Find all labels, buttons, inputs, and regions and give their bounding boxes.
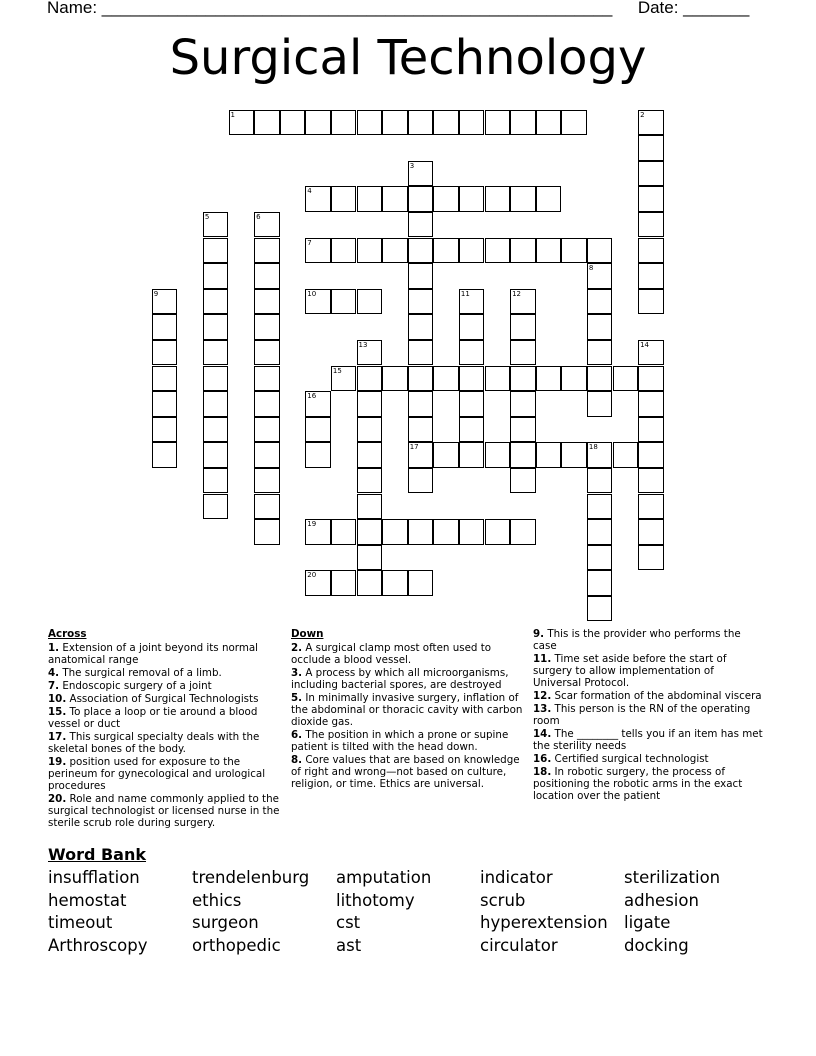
crossword-cell[interactable] bbox=[305, 186, 331, 212]
crossword-cell[interactable] bbox=[305, 289, 331, 315]
name-label: Name: ______________________________________________________ bbox=[47, 0, 613, 17]
page-title: Surgical Technology bbox=[169, 30, 647, 86]
clue-num: 4. bbox=[48, 667, 60, 679]
crossword-cell[interactable] bbox=[587, 545, 613, 571]
crossword-cell[interactable] bbox=[382, 519, 408, 545]
word-bank-item: scrub bbox=[480, 890, 526, 910]
crossword-cell[interactable] bbox=[357, 570, 383, 596]
crossword-cell[interactable] bbox=[408, 442, 434, 468]
crossword-cell[interactable] bbox=[561, 238, 587, 264]
crossword-cell[interactable] bbox=[357, 340, 383, 366]
crossword-cell[interactable] bbox=[561, 366, 587, 392]
clue-number: 7 bbox=[307, 238, 312, 247]
crossword-cell[interactable] bbox=[203, 417, 229, 443]
clue-text: In minimally invasive surgery, inflation of the abdominal or thoracic cavity with carbon dioxide gas. bbox=[291, 692, 523, 728]
crossword-cell[interactable] bbox=[587, 263, 613, 289]
clue-text: The surgical removal of a limb. bbox=[59, 667, 222, 679]
crossword-cell[interactable] bbox=[357, 186, 383, 212]
crossword-cell[interactable] bbox=[510, 289, 536, 315]
crossword-cell[interactable] bbox=[408, 186, 434, 212]
clue bbox=[48, 667, 280, 679]
crossword-cell[interactable] bbox=[433, 366, 459, 392]
word-bank bbox=[48, 868, 768, 956]
crossword-cell[interactable] bbox=[408, 340, 434, 366]
crossword-cell[interactable] bbox=[331, 110, 357, 136]
clue-number: 12 bbox=[512, 289, 522, 298]
clue bbox=[48, 756, 280, 792]
crossword-cell[interactable] bbox=[357, 494, 383, 520]
clue bbox=[533, 690, 765, 702]
crossword-cell[interactable] bbox=[433, 442, 459, 468]
crossword-cell[interactable] bbox=[587, 340, 613, 366]
crossword-cell[interactable] bbox=[203, 442, 229, 468]
crossword-cell[interactable] bbox=[203, 494, 229, 520]
crossword-cell[interactable] bbox=[459, 110, 485, 136]
crossword-cell[interactable] bbox=[331, 570, 357, 596]
clue-num: 15. bbox=[48, 706, 67, 718]
crossword-cell[interactable] bbox=[638, 161, 664, 187]
word-bank-item: ligate bbox=[624, 913, 671, 933]
crossword-cell[interactable] bbox=[536, 238, 562, 264]
clue-num: 16. bbox=[533, 753, 552, 765]
crossword-cell[interactable] bbox=[638, 135, 664, 161]
clue-text: This is the provider who performs the case bbox=[533, 628, 741, 652]
crossword-cell[interactable] bbox=[408, 366, 434, 392]
clue-text: Certified surgical technologist bbox=[551, 753, 709, 765]
clue bbox=[533, 766, 765, 802]
crossword-cell[interactable] bbox=[203, 289, 229, 315]
crossword-cell[interactable] bbox=[254, 212, 280, 238]
clue bbox=[48, 642, 280, 666]
crossword-cell[interactable] bbox=[357, 468, 383, 494]
crossword-cell[interactable] bbox=[203, 391, 229, 417]
crossword-cell[interactable] bbox=[382, 238, 408, 264]
crossword-cell[interactable] bbox=[510, 468, 536, 494]
crossword-cell[interactable] bbox=[638, 212, 664, 238]
crossword-cell[interactable] bbox=[203, 340, 229, 366]
clue bbox=[48, 731, 280, 755]
crossword-cell[interactable] bbox=[587, 391, 613, 417]
crossword-cell[interactable] bbox=[485, 110, 511, 136]
crossword-cell[interactable] bbox=[587, 314, 613, 340]
crossword-cell[interactable] bbox=[152, 314, 178, 340]
clue-number: 13 bbox=[358, 340, 368, 349]
crossword-cell[interactable] bbox=[408, 570, 434, 596]
clue-number: 8 bbox=[588, 264, 594, 273]
crossword-cell[interactable] bbox=[152, 391, 178, 417]
clue bbox=[48, 793, 280, 829]
crossword-cell[interactable] bbox=[203, 212, 229, 238]
crossword-cell[interactable] bbox=[536, 442, 562, 468]
crossword-cell[interactable] bbox=[305, 570, 331, 596]
clue-text: Endoscopic surgery of a joint bbox=[59, 680, 212, 692]
crossword-cell[interactable] bbox=[382, 366, 408, 392]
clue-number: 18 bbox=[588, 443, 598, 452]
crossword-cell[interactable] bbox=[408, 417, 434, 443]
crossword-cell[interactable] bbox=[254, 417, 280, 443]
clue-text: Time set aside before the start of surgery to allow implementation of Universal Protocol. bbox=[533, 653, 727, 689]
clue-text: The ________ tells you if an item has met the sterility needs bbox=[533, 728, 763, 752]
crossword-cell[interactable] bbox=[561, 442, 587, 468]
crossword-cell[interactable] bbox=[254, 494, 280, 520]
clue-number: 20 bbox=[307, 571, 317, 580]
crossword-cell[interactable] bbox=[459, 391, 485, 417]
crossword-cell[interactable] bbox=[587, 238, 613, 264]
crossword-cell[interactable] bbox=[254, 366, 280, 392]
crossword-cell[interactable] bbox=[433, 519, 459, 545]
crossword-cell[interactable] bbox=[229, 110, 255, 136]
crossword-cell[interactable] bbox=[357, 519, 383, 545]
word-bank-item: docking bbox=[624, 935, 689, 955]
clue-num: 10. bbox=[48, 693, 67, 705]
crossword-cell[interactable] bbox=[587, 289, 613, 315]
crossword-cell[interactable] bbox=[331, 366, 357, 392]
clue bbox=[533, 628, 765, 652]
crossword-cell[interactable] bbox=[587, 442, 613, 468]
clue-text: A surgical clamp most often used to occlude a blood vessel. bbox=[291, 642, 492, 666]
crossword-cell[interactable] bbox=[408, 263, 434, 289]
crossword-cell[interactable] bbox=[459, 417, 485, 443]
crossword-cell[interactable] bbox=[357, 391, 383, 417]
crossword-cell[interactable] bbox=[638, 186, 664, 212]
crossword-cell[interactable] bbox=[254, 391, 280, 417]
crossword-cell[interactable] bbox=[510, 186, 536, 212]
down-heading: Down bbox=[291, 628, 324, 640]
crossword-cell[interactable] bbox=[357, 417, 383, 443]
clue-num: 13. bbox=[533, 703, 552, 715]
clue bbox=[291, 729, 523, 753]
crossword-cell[interactable] bbox=[510, 442, 536, 468]
clue-number: 6 bbox=[256, 212, 261, 221]
crossword-cell[interactable] bbox=[459, 186, 485, 212]
crossword-cell[interactable] bbox=[433, 238, 459, 264]
word-bank-item: surgeon bbox=[192, 913, 259, 933]
clue-num: 18. bbox=[533, 766, 552, 778]
crossword-cell[interactable] bbox=[536, 110, 562, 136]
clue bbox=[291, 692, 523, 728]
crossword-cell[interactable] bbox=[254, 238, 280, 264]
word-bank-item: circulator bbox=[480, 935, 558, 955]
crossword-cell[interactable] bbox=[305, 442, 331, 468]
crossword-cell[interactable] bbox=[638, 263, 664, 289]
clue-text: This person is the RN of the operating room bbox=[533, 703, 751, 727]
crossword-cell[interactable] bbox=[357, 442, 383, 468]
crossword-cell[interactable] bbox=[357, 366, 383, 392]
crossword-cell[interactable] bbox=[638, 110, 664, 136]
crossword-cell[interactable] bbox=[485, 186, 511, 212]
down-clues-continued bbox=[533, 628, 765, 803]
crossword-cell[interactable] bbox=[638, 366, 664, 392]
crossword-cell[interactable] bbox=[408, 519, 434, 545]
crossword-cell[interactable] bbox=[254, 263, 280, 289]
clue bbox=[533, 703, 765, 727]
crossword-cell[interactable] bbox=[613, 366, 639, 392]
down-clues bbox=[291, 628, 523, 791]
crossword-cell[interactable] bbox=[510, 340, 536, 366]
crossword-cell[interactable] bbox=[485, 519, 511, 545]
clue-num: 19. bbox=[48, 756, 67, 768]
crossword-cell[interactable] bbox=[357, 110, 383, 136]
crossword-cell[interactable] bbox=[638, 468, 664, 494]
clue-num: 11. bbox=[533, 653, 552, 665]
crossword-cell[interactable] bbox=[357, 238, 383, 264]
clue-num: 7. bbox=[48, 680, 60, 692]
crossword-cell[interactable] bbox=[459, 519, 485, 545]
word-bank-item: ast bbox=[336, 935, 362, 955]
word-bank-item: orthopedic bbox=[192, 935, 281, 955]
crossword-cell[interactable] bbox=[408, 289, 434, 315]
word-bank-item: lithotomy bbox=[336, 890, 415, 910]
crossword-cell[interactable] bbox=[459, 340, 485, 366]
crossword-cell[interactable] bbox=[638, 442, 664, 468]
crossword-cell[interactable] bbox=[459, 289, 485, 315]
crossword-cell[interactable] bbox=[382, 570, 408, 596]
crossword-cell[interactable] bbox=[510, 314, 536, 340]
crossword-cell[interactable] bbox=[331, 186, 357, 212]
clue-num: 8. bbox=[291, 754, 303, 766]
crossword-cell[interactable] bbox=[305, 519, 331, 545]
crossword-cell[interactable] bbox=[587, 519, 613, 545]
clue-number: 10 bbox=[307, 289, 317, 298]
clue-text: This surgical specialty deals with the skeletal bones of the body. bbox=[48, 731, 260, 755]
crossword-cell[interactable] bbox=[152, 340, 178, 366]
clue-text: Association of Surgical Technologists bbox=[66, 693, 259, 705]
clue-number: 14 bbox=[640, 340, 650, 349]
crossword-cell[interactable] bbox=[587, 570, 613, 596]
crossword-cell[interactable] bbox=[331, 238, 357, 264]
crossword-cell[interactable] bbox=[459, 442, 485, 468]
crossword-cell[interactable] bbox=[510, 366, 536, 392]
date-label: Date: _______ bbox=[637, 0, 750, 17]
clue-text: The position in which a prone or supine patient is tilted with the head down. bbox=[291, 729, 509, 753]
crossword-cell[interactable] bbox=[638, 545, 664, 571]
clue-number: 19 bbox=[307, 520, 317, 529]
crossword-cell[interactable] bbox=[408, 314, 434, 340]
clue-num: 2. bbox=[291, 642, 303, 654]
word-bank-item: indicator bbox=[480, 868, 553, 887]
clue bbox=[291, 754, 523, 790]
crossword-cell[interactable] bbox=[510, 238, 536, 264]
clue-text: To place a loop or tie around a blood vessel or duct bbox=[48, 706, 258, 730]
word-bank-item: amputation bbox=[336, 868, 432, 887]
crossword-cell[interactable] bbox=[433, 186, 459, 212]
clue-number: 5 bbox=[204, 212, 210, 221]
clue-num: 17. bbox=[48, 731, 67, 743]
crossword-cell[interactable] bbox=[510, 519, 536, 545]
crossword-cell[interactable] bbox=[459, 238, 485, 264]
clue bbox=[533, 728, 765, 752]
crossword-cell[interactable] bbox=[587, 596, 613, 622]
clue-number: 11 bbox=[460, 289, 470, 298]
crossword-cell[interactable] bbox=[433, 110, 459, 136]
crossword-cell[interactable] bbox=[280, 110, 306, 136]
clue-number: 15 bbox=[332, 366, 342, 375]
crossword-cell[interactable] bbox=[152, 366, 178, 392]
crossword-cell[interactable] bbox=[203, 238, 229, 264]
crossword-cell[interactable] bbox=[305, 238, 331, 264]
word-bank-item: Arthroscopy bbox=[48, 935, 148, 955]
clue bbox=[533, 653, 765, 689]
crossword-cell[interactable] bbox=[638, 340, 664, 366]
crossword-cell[interactable] bbox=[638, 494, 664, 520]
crossword-cell[interactable] bbox=[152, 417, 178, 443]
crossword-cell[interactable] bbox=[638, 289, 664, 315]
clue-num: 3. bbox=[291, 667, 303, 679]
crossword-cell[interactable] bbox=[561, 110, 587, 136]
word-bank-item: ethics bbox=[192, 890, 242, 910]
crossword-cell[interactable] bbox=[485, 366, 511, 392]
across-heading: Across bbox=[48, 628, 87, 640]
crossword-cell[interactable] bbox=[382, 186, 408, 212]
clue-num: 20. bbox=[48, 793, 67, 805]
clue-number: 16 bbox=[307, 392, 317, 401]
crossword-cell[interactable] bbox=[331, 519, 357, 545]
crossword-cell[interactable] bbox=[357, 545, 383, 571]
word-bank-item: insufflation bbox=[48, 868, 140, 887]
crossword-cell[interactable] bbox=[254, 519, 280, 545]
crossword-cell[interactable] bbox=[254, 340, 280, 366]
crossword-cell[interactable] bbox=[587, 366, 613, 392]
crossword-cell[interactable] bbox=[485, 238, 511, 264]
crossword-cell[interactable] bbox=[459, 314, 485, 340]
word-bank-item: trendelenburg bbox=[192, 868, 310, 887]
clue-text: In robotic surgery, the process of positioning the robotic arms in the exact location over the patient bbox=[533, 766, 743, 802]
word-bank-title: Word Bank bbox=[48, 845, 147, 864]
crossword-cell[interactable] bbox=[613, 442, 639, 468]
clue-text: Role and name commonly applied to the surgical technologist or licensed nurse in the sterile scrub role during surgery. bbox=[48, 793, 280, 829]
crossword-cell[interactable] bbox=[203, 263, 229, 289]
across-clues bbox=[48, 628, 280, 830]
crossword-cell[interactable] bbox=[203, 366, 229, 392]
clue-num: 6. bbox=[291, 729, 303, 741]
word-bank-item: timeout bbox=[48, 913, 113, 933]
clue-num: 14. bbox=[533, 728, 552, 740]
clue bbox=[533, 753, 765, 765]
crossword-cell[interactable] bbox=[638, 519, 664, 545]
clue-num: 1. bbox=[48, 642, 60, 654]
word-bank-item: hemostat bbox=[48, 890, 127, 910]
crossword-cell[interactable] bbox=[203, 314, 229, 340]
word-bank-item: adhesion bbox=[624, 890, 699, 910]
clue-number: 17 bbox=[409, 443, 419, 452]
crossword-cell[interactable] bbox=[254, 468, 280, 494]
crossword-cell[interactable] bbox=[510, 417, 536, 443]
word-bank-item: cst bbox=[336, 913, 361, 933]
crossword-cell[interactable] bbox=[152, 442, 178, 468]
crossword-cell[interactable] bbox=[510, 110, 536, 136]
crossword-cell[interactable] bbox=[408, 110, 434, 136]
clue-number: 3 bbox=[409, 161, 415, 170]
crossword-cell[interactable] bbox=[510, 391, 536, 417]
crossword-cell[interactable] bbox=[536, 186, 562, 212]
word-bank-item: sterilization bbox=[624, 868, 721, 887]
clue-number: 2 bbox=[640, 110, 645, 119]
word-bank-item: hyperextension bbox=[480, 913, 608, 933]
crossword-cell[interactable] bbox=[459, 366, 485, 392]
crossword-cell[interactable] bbox=[485, 442, 511, 468]
crossword-cell[interactable] bbox=[408, 212, 434, 238]
crossword-cell[interactable] bbox=[357, 289, 383, 315]
crossword-cell[interactable] bbox=[305, 110, 331, 136]
crossword-cell[interactable] bbox=[305, 391, 331, 417]
clue-text: Extension of a joint beyond its normal anatomical range bbox=[48, 642, 259, 666]
clue bbox=[48, 706, 280, 730]
crossword-cell[interactable] bbox=[408, 391, 434, 417]
crossword-cell[interactable] bbox=[638, 417, 664, 443]
crossword-cell[interactable] bbox=[254, 314, 280, 340]
crossword-cell[interactable] bbox=[536, 366, 562, 392]
crossword-cell[interactable] bbox=[331, 289, 357, 315]
crossword-cell[interactable] bbox=[638, 238, 664, 264]
crossword-cell[interactable] bbox=[254, 110, 280, 136]
clue-number: 1 bbox=[230, 110, 235, 119]
header bbox=[47, 0, 749, 18]
crossword-cell[interactable] bbox=[408, 238, 434, 264]
clue-text: A process by which all microorganisms, including bacterial spores, are destroyed bbox=[291, 667, 509, 691]
clue bbox=[291, 642, 523, 666]
crossword-cell[interactable] bbox=[203, 468, 229, 494]
crossword-cell[interactable] bbox=[638, 391, 664, 417]
clue-text: position used for exposure to the perineum for gynecological and urological procedures bbox=[48, 756, 266, 792]
clue-text: Scar formation of the abdominal viscera bbox=[551, 690, 762, 702]
crossword-cell[interactable] bbox=[408, 468, 434, 494]
clue bbox=[291, 667, 523, 691]
clue-num: 9. bbox=[533, 628, 545, 640]
clue-text: Core values that are based on knowledge of right and wrong—not based on culture, religion, or time. Ethics are universal. bbox=[291, 754, 520, 790]
clue-number: 9 bbox=[153, 289, 159, 298]
clue bbox=[48, 680, 280, 692]
clue-num: 12. bbox=[533, 690, 552, 702]
crossword-cell[interactable] bbox=[305, 417, 331, 443]
clue bbox=[48, 693, 280, 705]
crossword-cell[interactable] bbox=[254, 289, 280, 315]
crossword-cell[interactable] bbox=[152, 289, 178, 315]
crossword-cell[interactable] bbox=[408, 161, 434, 187]
clue-number: 4 bbox=[307, 187, 312, 196]
crossword-cell[interactable] bbox=[382, 110, 408, 136]
crossword-cell[interactable] bbox=[254, 442, 280, 468]
clue-num: 5. bbox=[291, 692, 303, 704]
crossword-cell[interactable] bbox=[587, 494, 613, 520]
crossword-cell[interactable] bbox=[587, 468, 613, 494]
